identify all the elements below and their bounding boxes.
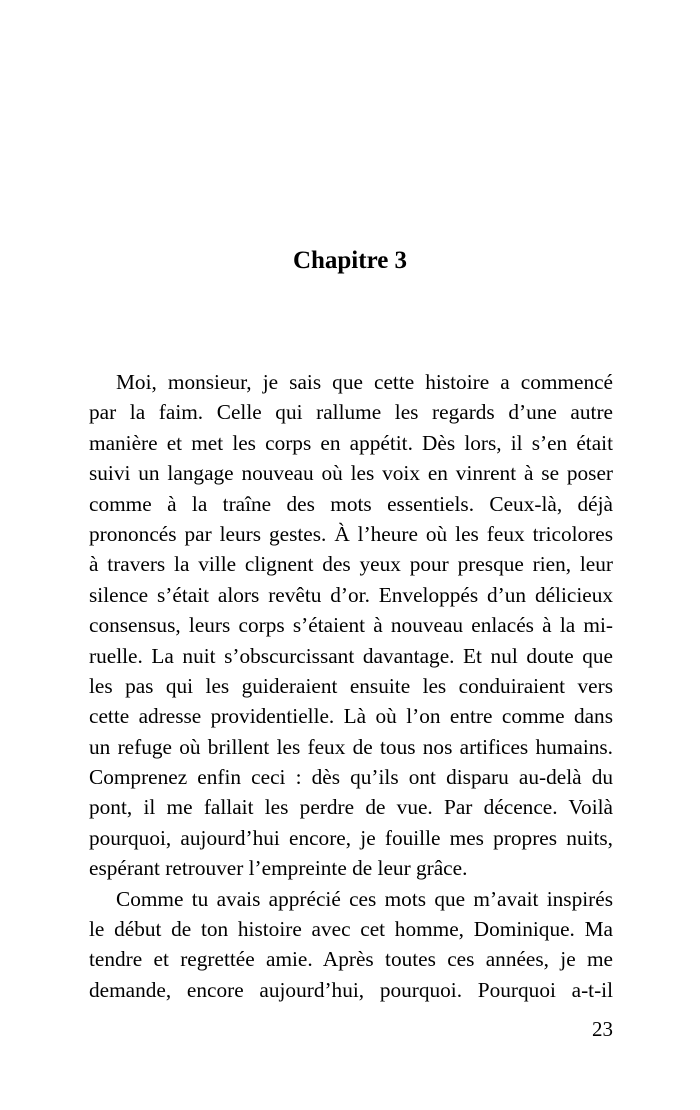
text-line: demande, encore aujourd’hui, pourquoi. Pourquoi a-t-il xyxy=(89,977,613,1002)
paragraph xyxy=(89,367,613,884)
text-line: silence s’était alors revêtu d’or. Enveloppés d’un délicieux xyxy=(89,582,613,607)
body-text xyxy=(89,367,613,1005)
text-line: espérant retrouver l’empreinte de leur grâce. xyxy=(89,856,468,881)
page-number: 23 xyxy=(592,1017,613,1041)
text-line: par la faim. Celle qui rallume les regards d’une autre xyxy=(89,400,613,425)
text-line: un refuge où brillent les feux de tous nos artifices humains. xyxy=(89,734,613,759)
paragraph xyxy=(89,884,613,1006)
text-line: consensus, leurs corps s’étaient à nouveau enlacés à la mi- xyxy=(89,613,613,638)
text-line: comme à la traîne des mots essentiels. Ceux-là, déjà xyxy=(89,491,613,516)
text-line: manière et met les corps en appétit. Dès lors, il s’en était xyxy=(89,430,613,455)
text-line: Moi, monsieur, je sais que cette histoire a commencé xyxy=(116,370,613,394)
text-line: ruelle. La nuit s’obscurcissant davantage. Et nul doute que xyxy=(89,643,613,668)
text-line: les pas qui les guideraient ensuite les conduiraient vers xyxy=(89,673,613,698)
text-line: pourquoi, aujourd’hui encore, je fouille mes propres nuits, xyxy=(89,825,613,850)
text-line: cette adresse providentielle. Là où l’on entre comme dans xyxy=(89,704,613,729)
text-line: à travers la ville clignent des yeux pour presque rien, leur xyxy=(89,552,613,577)
text-line: Comprenez enfin ceci : dès qu’ils ont disparu au-delà du xyxy=(89,765,613,790)
text-line: tendre et regrettée amie. Après toutes ces années, je me xyxy=(89,947,613,972)
text-line: suivi un langage nouveau où les voix en vinrent à se poser xyxy=(89,461,613,486)
text-line: prononcés par leurs gestes. À l’heure où les feux tricolores xyxy=(89,521,613,546)
text-line: pont, il me fallait les perdre de vue. Par décence. Voilà xyxy=(89,795,613,820)
text-line: Comme tu avais apprécié ces mots que m’avait inspirés xyxy=(116,886,613,911)
text-line: le début de ton histoire avec cet homme, Dominique. Ma xyxy=(89,917,613,942)
chapter-title: Chapitre 3 xyxy=(292,247,408,274)
